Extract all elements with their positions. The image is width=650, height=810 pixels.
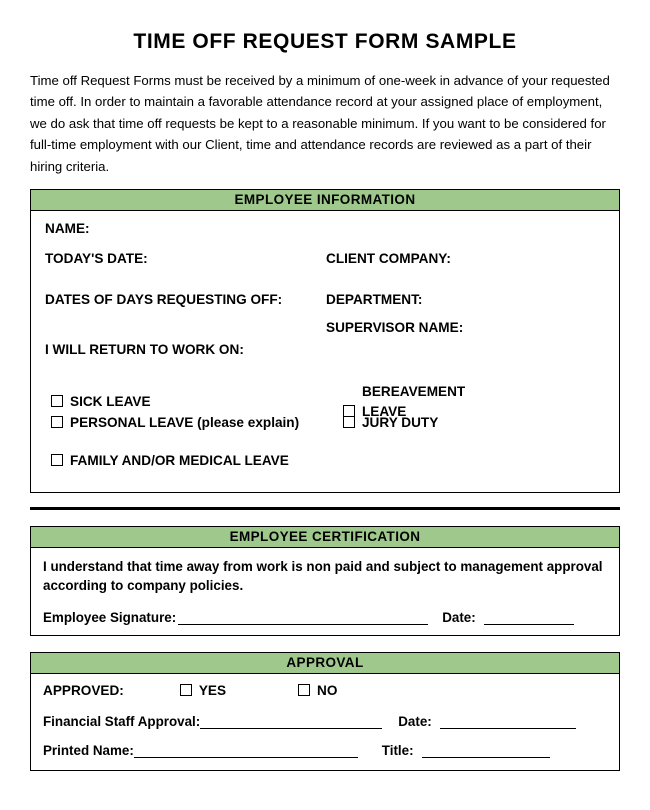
approval-date-label: Date: <box>398 713 432 729</box>
signature-label: Employee Signature: <box>43 609 177 625</box>
employee-certification-section <box>30 548 620 636</box>
checkbox-row-jury-duty[interactable] <box>343 415 438 430</box>
printed-name-row <box>43 743 607 758</box>
field-label-name: NAME: <box>45 220 90 236</box>
page-title: TIME OFF REQUEST FORM SAMPLE <box>133 30 517 53</box>
approval-date-input-line[interactable] <box>440 716 576 729</box>
title-input-line[interactable] <box>422 745 550 758</box>
employee-information-section <box>30 211 620 493</box>
financial-approval-input-line[interactable] <box>200 716 382 729</box>
checkbox-label-bereavement-line1: BEREAVEMENT <box>362 383 466 399</box>
checkbox-label-personal-leave: PERSONAL LEAVE (please explain) <box>70 414 300 430</box>
approved-label: APPROVED: <box>43 682 124 698</box>
printed-name-label: Printed Name: <box>43 742 134 758</box>
checkbox-family-medical-leave[interactable] <box>51 454 63 466</box>
approval-section <box>30 674 620 771</box>
section-header-employee-information: EMPLOYEE INFORMATION <box>30 189 620 211</box>
signature-row <box>43 610 607 625</box>
field-label-return-to-work: I WILL RETURN TO WORK ON: <box>45 341 244 357</box>
title-label: Title: <box>381 742 414 758</box>
checkbox-yes[interactable] <box>180 684 192 696</box>
checkbox-no[interactable] <box>298 684 310 696</box>
checkbox-personal-leave[interactable] <box>51 416 63 428</box>
field-label-department: DEPARTMENT: <box>326 291 423 307</box>
printed-name-input-line[interactable] <box>134 745 358 758</box>
checkbox-row-yes[interactable] <box>180 683 226 698</box>
checkbox-label-yes: YES <box>198 682 227 698</box>
checkbox-label-no: NO <box>317 682 338 698</box>
checkbox-row-personal-leave[interactable] <box>51 415 299 430</box>
intro-paragraph: Time off Request Forms must be received by a minimum of one-week in advance of your requested time off. In order to maintain a favorable attendance record at your assigned place of employment, we do ask that time off requests be kept to a reasonable minimum. If you want to be considered for full-time employment with our Client, time and attendance records are reviewed as a part of their hiring criteria. <box>30 73 610 174</box>
certification-statement: I understand that time away from work is non paid and subject to management approval according to company policies. <box>43 558 603 594</box>
checkbox-jury-duty[interactable] <box>343 416 355 428</box>
field-label-dates-requesting-off: DATES OF DAYS REQUESTING OFF: <box>45 291 283 307</box>
checkbox-row-family-medical-leave[interactable] <box>51 453 289 468</box>
checkbox-row-no[interactable] <box>298 683 337 698</box>
approved-row <box>43 683 607 698</box>
certification-date-input-line[interactable] <box>484 612 574 625</box>
field-label-client-company: CLIENT COMPANY: <box>326 250 451 266</box>
signature-input-line[interactable] <box>178 612 428 625</box>
financial-approval-label: Financial Staff Approval: <box>43 713 201 729</box>
spacer-2 <box>30 636 620 652</box>
checkbox-label-sick-leave: SICK LEAVE <box>70 393 151 409</box>
checkbox-label-bereavement-line2: LEAVE <box>362 403 407 419</box>
checkbox-label-jury-duty: JURY DUTY <box>362 414 439 430</box>
section-header-employee-certification: EMPLOYEE CERTIFICATION <box>30 526 620 548</box>
checkbox-row-sick-leave[interactable] <box>51 394 151 409</box>
section-header-approval: APPROVAL <box>30 652 620 674</box>
field-label-todays-date: TODAY'S DATE: <box>45 250 148 266</box>
checkbox-sick-leave[interactable] <box>51 395 63 407</box>
financial-approval-row <box>43 714 607 729</box>
certification-date-label: Date: <box>442 609 476 625</box>
field-label-supervisor-name: SUPERVISOR NAME: <box>326 319 464 335</box>
spacer <box>30 510 620 526</box>
checkbox-label-family-medical-leave: FAMILY AND/OR MEDICAL LEAVE <box>70 452 289 468</box>
